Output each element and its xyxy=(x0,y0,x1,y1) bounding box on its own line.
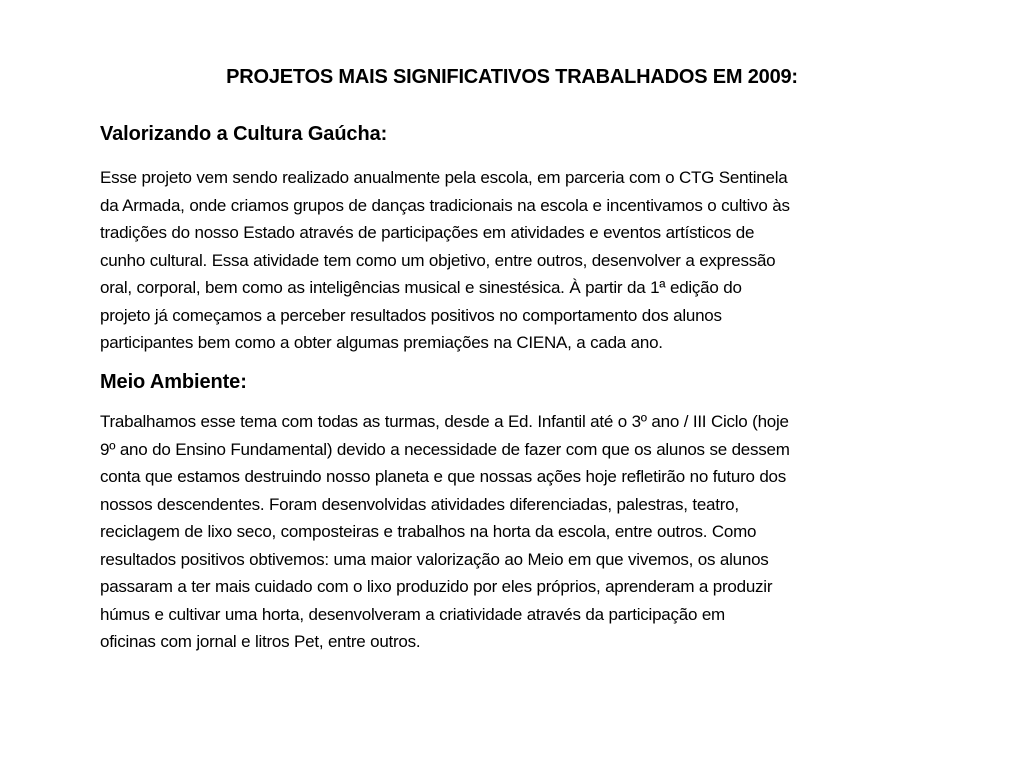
paragraph-line: conta que estamos destruindo nosso planeta e que nossas ações hoje refletirão no futuro dos xyxy=(100,467,787,486)
paragraph-line: oficinas com jornal e litros Pet, entre outros. xyxy=(100,632,421,651)
paragraph-line: cunho cultural. Essa atividade tem como um objetivo, entre outros, desenvolver a expressão xyxy=(100,250,776,270)
paragraph-line: nossos descendentes. Foram desenvolvidas atividades diferenciadas, palestras, teatro, xyxy=(100,494,739,514)
section-body-cultura-gaucha xyxy=(100,164,972,357)
paragraph-line: passaram a ter mais cuidado com o lixo produzido por eles próprios, aprenderam a produzir xyxy=(100,577,773,596)
paragraph-line: participantes bem como a obter algumas premiações na CIENA, a cada ano. xyxy=(100,333,663,352)
section-heading-cultura-gaucha: Valorizando a Cultura Gaúcha: xyxy=(100,123,388,145)
paragraph-line: Esse projeto vem sendo realizado anualmente pela escola, em parceria com o CTG Sentinela xyxy=(100,168,788,187)
paragraph-line: oral, corporal, bem como as inteligências musical e sinestésica. À partir da 1ª edição do xyxy=(100,278,742,297)
paragraph-line: Trabalhamos esse tema com todas as turmas, desde a Ed. Infantil até o 3º ano / III Ciclo (hoje xyxy=(100,412,789,431)
paragraph-line: húmus e cultivar uma horta, desenvolveram a criatividade através da participação em xyxy=(100,604,725,624)
paragraph-line: da Armada, onde criamos grupos de danças tradicionais na escola e incentivamos o cultivo às xyxy=(100,195,790,215)
section-heading-meio-ambiente: Meio Ambiente: xyxy=(100,371,247,393)
paragraph-line: projeto já começamos a perceber resultados positivos no comportamento dos alunos xyxy=(100,305,722,325)
paragraph-line: resultados positivos obtivemos: uma maior valorização ao Meio em que vivemos, os alunos xyxy=(100,549,769,569)
paragraph-line: 9º ano do Ensino Fundamental) devido a necessidade de fazer com que os alunos se dessem xyxy=(100,439,790,459)
paragraph-line: reciclagem de lixo seco, composteiras e trabalhos na horta da escola, entre outros. Como xyxy=(100,522,757,541)
paragraph-line: tradições do nosso Estado através de participações em atividades e eventos artísticos de xyxy=(100,223,755,242)
section-body-meio-ambiente xyxy=(100,408,972,656)
page-title: PROJETOS MAIS SIGNIFICATIVOS TRABALHADOS EM 2009: xyxy=(226,66,798,88)
